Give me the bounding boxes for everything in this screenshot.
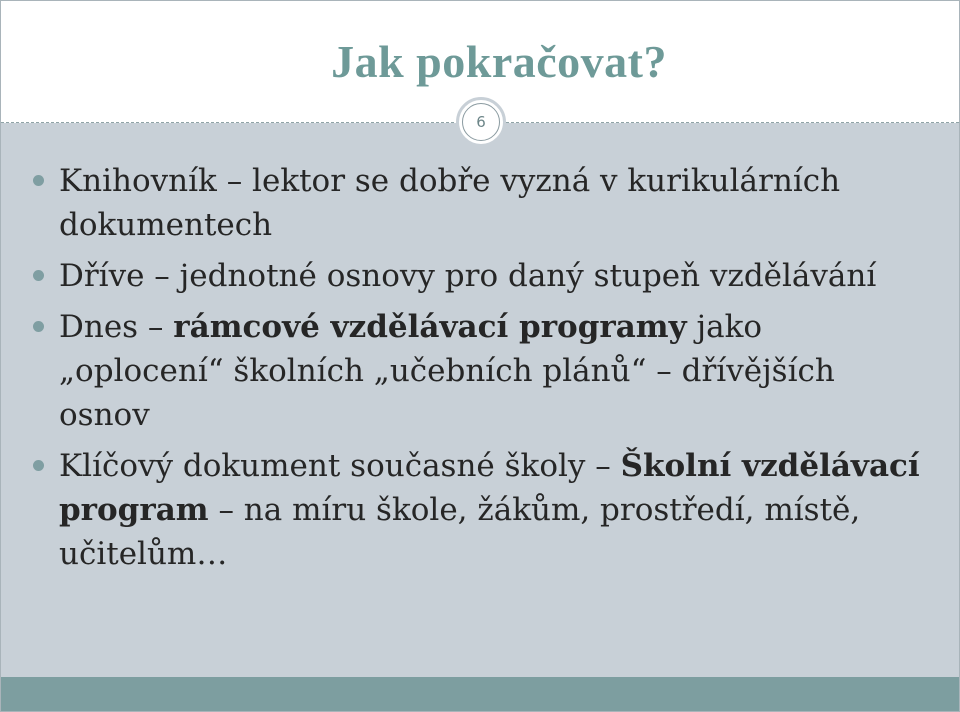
bullet-dot-icon [33, 321, 44, 332]
bullet-item [33, 305, 933, 437]
bullet-list [33, 159, 933, 583]
bullet-bold-text: rámcové vzdělávací programy [173, 309, 687, 345]
footer-bar [1, 677, 959, 711]
bullet-item [33, 254, 933, 298]
bullet-text: Dnes – [59, 309, 174, 345]
page-number: 6 [462, 103, 500, 141]
bullet-dot-icon [33, 270, 44, 281]
slide-title: Jak pokračovat? [331, 36, 667, 87]
bullet-bold-text: Školní vzdělávací program [59, 448, 920, 528]
bullet-text: – na míru škole, žákům, prostředí, místě, učitelům… [59, 492, 861, 572]
bullet-dot-icon [33, 175, 44, 186]
bullet-item [33, 159, 933, 247]
page-number-badge [456, 97, 506, 147]
bullet-text: Klíčový dokument současné školy – [59, 448, 621, 484]
bullet-dot-icon [33, 460, 44, 471]
bullet-text: jako „oplocení“ školních „učebních plánů“ – dřívějších osnov [59, 309, 835, 433]
bullet-text: Knihovník – lektor se dobře vyzná v kurikulárních dokumentech [59, 163, 841, 243]
bullet-text: Dříve – jednotné osnovy pro daný stupeň vzdělávání [59, 258, 877, 294]
bullet-item [33, 444, 933, 576]
